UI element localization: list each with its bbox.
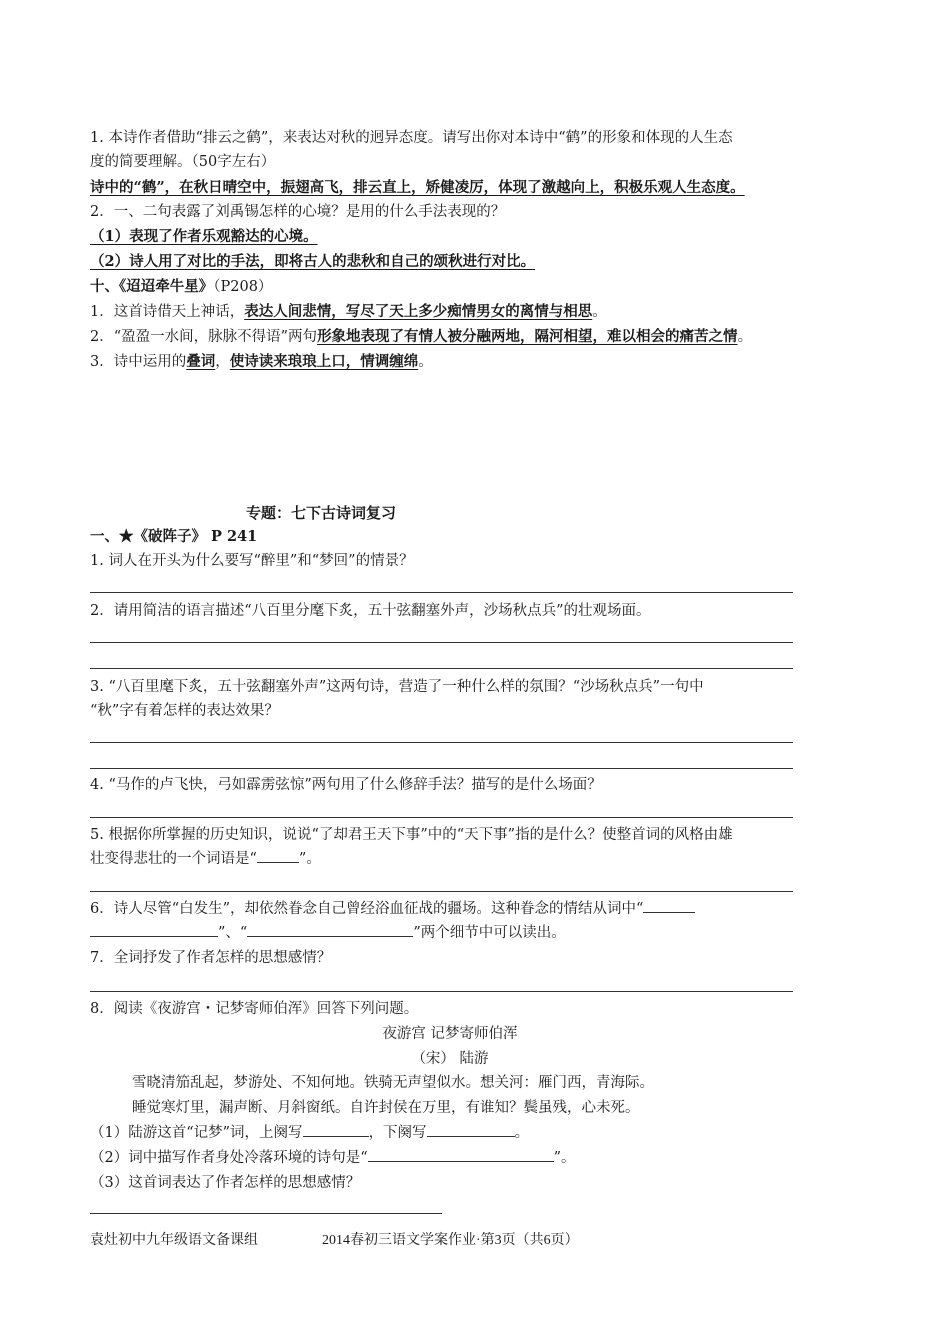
section-10-q1-prompt: 1．这首诗借天上神话，	[90, 304, 245, 320]
answer-line[interactable]	[90, 991, 793, 992]
s1-question-6	[90, 897, 695, 921]
fill-blank[interactable]	[368, 1147, 554, 1162]
poem-line-1: 雪晓清笳乱起，梦游处、不知何地。铁骑无声望似水。想关河：雁门西，青海际。	[132, 1075, 654, 1091]
section-1-heading: 一、★《破阵子》 P 241	[90, 528, 258, 545]
fill-blank[interactable]	[257, 848, 299, 863]
s1-question-3: 3. “八百里麾下炙，五十弦翻塞外声”这两句诗，营造了一种什么样的氛围？“沙场秋点兵”一句中	[90, 679, 704, 695]
answer-line[interactable]	[90, 668, 793, 669]
answer-line[interactable]	[90, 642, 793, 643]
s1-question-5-close-quote: ”。	[298, 851, 321, 867]
answer-2-part-1: （1）表现了作者乐观豁达的心境。	[90, 228, 318, 245]
s1-question-1: 1. 词人在开头为什么要写“醉里”和“梦回”的情景？	[90, 553, 414, 569]
section-10-q3-answer-2: 使诗读来琅琅上口，情调缠绵	[229, 353, 419, 370]
sub-question-1-prompt: （1）陆游这首“记梦”词，上阕写	[90, 1125, 303, 1141]
footer-left: 袁灶初中九年级语文备课组	[90, 1233, 258, 1248]
section-10-q3	[90, 350, 433, 374]
poem-title: 夜游宫 记梦寄师伯浑	[382, 1026, 518, 1042]
fill-blank[interactable]	[427, 1122, 515, 1137]
section-10-q3-end: 。	[418, 354, 433, 370]
sub-question-2-prompt: （2）词中描写作者身处冷落环境的诗句是“	[90, 1150, 368, 1166]
section-10-q2-end: 。	[737, 329, 753, 345]
s1-question-5-continued	[90, 847, 321, 871]
fill-blank[interactable]	[643, 898, 695, 913]
s1-question-4: 4. “马作的卢飞快，弓如霹雳弦惊”两句用了什么修辞手法？描写的是什么场面？	[90, 777, 602, 793]
sub-question-2	[90, 1146, 576, 1170]
s1-question-2: 2．请用简洁的语言描述“八百里分麾下炙，五十弦翻塞外声，沙场秋点兵”的壮观场面。	[90, 603, 651, 619]
sub-question-1-end: 。	[514, 1125, 530, 1141]
poem-line-2: 睡觉寒灯里，漏声断、月斜窗纸。自许封侯在万里，有谁知？鬓虽残，心未死。	[132, 1100, 640, 1116]
s1-question-5-prompt: 壮变得悲壮的一个词语是“	[90, 851, 257, 867]
answer-line[interactable]	[90, 592, 793, 593]
fill-blank[interactable]	[303, 1122, 369, 1137]
fill-blank[interactable]	[247, 922, 413, 937]
question-1-continued: 度的简要理解。（50字左右）	[90, 154, 276, 170]
section-10-q1-answer: 表达人间悲情，写尽了天上多少痴情男女的离情与相思	[244, 303, 593, 320]
answer-line[interactable]	[90, 817, 793, 818]
section-10-q1	[90, 300, 607, 324]
answer-1: 诗中的“鹤”，在秋日晴空中，振翅高飞，排云直上，矫健凌厉，体现了激越向上，积极乐观人生态度。	[90, 179, 745, 196]
section-10-heading	[90, 275, 272, 299]
sub-question-3: （3）这首词表达了作者怎样的思想感情？	[90, 1175, 361, 1191]
s1-question-6-prompt: 6．诗人尽管“白发生”，却依然眷念自己曾经浴血征战的疆场。这种眷念的情结从词中“	[90, 901, 644, 917]
answer-2-part-2: （2）诗人用了对比的手法，即将古人的悲秋和自己的颂秋进行对比。	[90, 253, 536, 270]
s1-question-8: 8．阅读《夜游宫・记梦寄师伯浑》回答下列问题。	[90, 1001, 419, 1017]
footer-divider	[90, 1213, 442, 1214]
s1-question-7: 7．全词抒发了作者怎样的思想感情？	[90, 950, 332, 966]
s1-question-5: 5. 根据你所掌握的历史知识，说说“了却君王天下事”中的“天下事”指的是什么？使整首词的风格由雄	[90, 827, 733, 843]
section-10-q1-end: 。	[592, 304, 607, 320]
answer-line[interactable]	[90, 768, 793, 769]
sub-question-2-end: ”。	[553, 1150, 576, 1166]
s1-question-6-end: ”两个细节中可以读出。	[413, 925, 566, 941]
section-10-q3-prompt: 3．诗中运用的	[90, 354, 187, 370]
section-10-q3-answer-1: 叠词	[186, 353, 216, 370]
section-10-q2	[90, 325, 752, 349]
section-10-title: 十、《迢迢牵牛星》	[90, 278, 214, 295]
section-10-q3-comma: ，	[215, 354, 230, 370]
section-10-q2-prompt: 2．“盈盈一水间，脉脉不得语”两句	[90, 329, 318, 345]
s1-question-6-continued	[90, 921, 566, 945]
sub-question-1	[90, 1121, 529, 1145]
question-1: 1. 本诗作者借助“排云之鹤”，来表达对秋的迥异态度。请写出你对本诗中“鹤”的形象和体现的人生态	[90, 130, 733, 146]
fill-blank[interactable]	[90, 922, 218, 937]
s1-question-3-continued: “秋”字有着怎样的表达效果？	[90, 703, 279, 719]
sub-question-1-mid: ，下阕写	[368, 1125, 427, 1141]
question-2: 2．一、二句表露了刘禹锡怎样的心境？是用的什么手法表现的？	[90, 204, 506, 220]
footer-right: 2014春初三语文学案作业·第3页（共6页）	[322, 1233, 579, 1248]
poem-author: （宋） 陆游	[411, 1051, 489, 1067]
section-10-q2-answer: 形象地表现了有情人被分融两地，隔河相望，难以相会的痛苦之情	[317, 328, 738, 345]
topic-title: 专题：七下古诗词复习	[246, 504, 397, 522]
section-10-page-ref: （P208）	[213, 279, 273, 295]
answer-line[interactable]	[90, 742, 793, 743]
s1-question-6-separator: ”、“	[218, 925, 248, 941]
answer-line[interactable]	[90, 891, 793, 892]
